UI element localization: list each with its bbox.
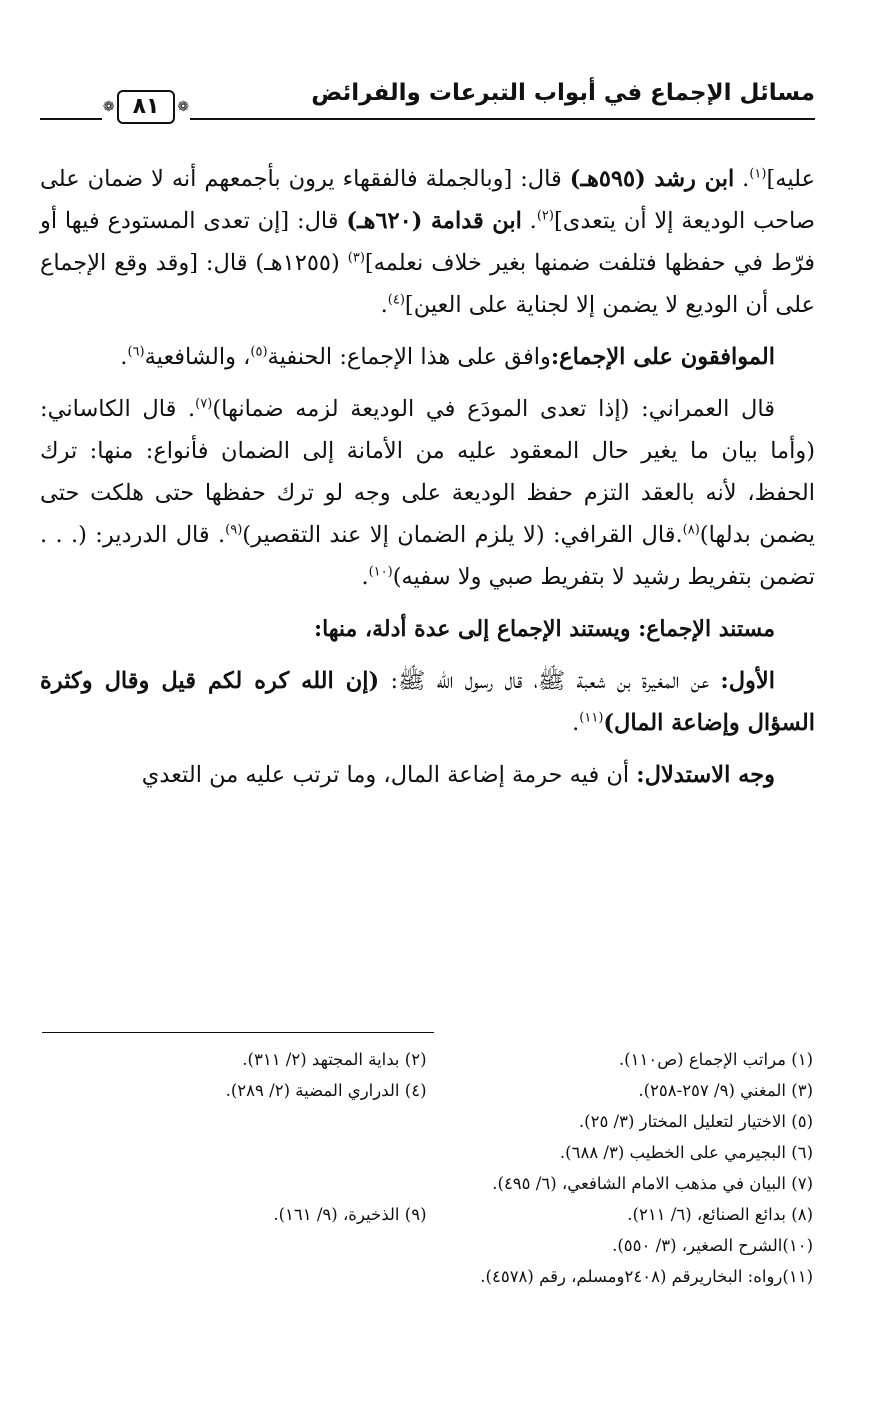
footnote-ref[interactable]: (٦)	[127, 344, 145, 360]
paragraph-1	[40, 158, 815, 326]
footnote-row	[40, 1168, 813, 1199]
footnote: (٤) الدراري المضية (٢/ ٢٨٩).	[225, 1081, 427, 1100]
footnote: (٨) بدائع الصنائع، (٦/ ٢١١).	[627, 1205, 813, 1224]
footnote: (٣) المغني (٩/ ٢٥٧-٢٥٨).	[638, 1081, 813, 1100]
footnote: (١١)رواه: البخاريرقم (٢٤٠٨ومسلم، رقم (٤٥٧٨).	[480, 1267, 813, 1286]
ornament-left-icon: ❁	[177, 99, 190, 115]
footnote: (٩) الذخيرة، (٩/ ١٦١).	[273, 1205, 427, 1224]
paragraph-4	[40, 660, 815, 744]
paragraph-2	[40, 336, 815, 378]
text: .	[361, 564, 369, 590]
page-number-frame	[102, 88, 190, 126]
footnote-ref[interactable]: (٣)	[347, 250, 365, 266]
footnote-ref[interactable]: (١٠)	[368, 564, 393, 580]
footnote-ref[interactable]: (٥)	[250, 344, 268, 360]
footnote-row	[40, 1137, 813, 1168]
text: قال: [وبالجملة فالفقهاء يرون بأجمعهم أنه لا ضمان على صاحب الوديعة إلا أن يتعدى]	[40, 166, 815, 234]
footnote-row	[40, 1075, 813, 1106]
text: . قال الدردير: (. . . تضمن بتفريط رشيد لا بتفريط صبي ولا سفيه)	[40, 522, 815, 590]
footnote-ref[interactable]: (٢)	[536, 208, 554, 224]
running-title: مسائل الإجماع في أبواب التبرعات والفرائض	[311, 80, 815, 106]
text: .	[380, 292, 388, 318]
text: .	[572, 710, 580, 736]
footnote: (١) مراتب الإجماع (ص١١٠).	[618, 1050, 813, 1069]
text: .	[521, 208, 537, 234]
scholar-name: ابن رشد (٥٩٥هـ)	[569, 166, 735, 192]
running-header	[40, 78, 815, 122]
text: (١٢٥٥هـ) قال: [وقد وقع الإجماع على أن الوديع لا يضمن إلا لجناية على العين]	[40, 250, 815, 318]
paragraph-5	[40, 754, 815, 796]
footnote: (١٠)الشرح الصغير، (٣/ ٥٥٠).	[612, 1236, 813, 1255]
text: أن فيه حرمة إضاعة المال، وما ترتب عليه من التعدي	[141, 762, 637, 788]
footnote: (٢) بداية المجتهد (٢/ ٣١١).	[242, 1050, 427, 1069]
footnote-row	[40, 1106, 813, 1137]
text: عن المغيرة بن شعبة ﷺ، قال رسول الله ﷺ:	[379, 668, 721, 694]
footnote: (٦) البجيرمي على الخطيب (٣/ ٦٨٨).	[559, 1143, 813, 1162]
point-label: وجه الاستدلال:	[636, 762, 775, 788]
footnote-ref[interactable]: (٩)	[225, 522, 243, 538]
text: . قال الكاساني: (وأما بيان ما يغير حال المعقود عليه من الأمانة إلى الضمان فأنواع: منها: ترك الحفظ، لأنه بالعقد التزم حفظ الوديعة على وجه لو ترك حفظها حتى هلكت حتى يضمن بدلها)	[40, 396, 815, 548]
text: .	[120, 344, 128, 370]
footnote: (٥) الاختيار لتعليل المختار (٣/ ٢٥).	[578, 1112, 813, 1131]
footnote-ref[interactable]: (٤)	[387, 292, 405, 308]
footnotes	[40, 1044, 813, 1292]
text: .	[734, 166, 750, 192]
footnote-ref[interactable]: (٧)	[195, 396, 213, 412]
text: .قال القرافي: (لا يلزم الضمان إلا عند التقصير)	[242, 522, 683, 548]
section-heading: مستند الإجماع: ويستند الإجماع إلى عدة أدلة، منها:	[313, 616, 775, 642]
point-label: الأول:	[720, 668, 776, 694]
scholar-name: ابن قدامة (٦٢٠هـ)	[346, 208, 522, 234]
main-text	[40, 158, 815, 806]
footnote-row	[40, 1199, 813, 1230]
footnote-rule	[42, 1032, 434, 1033]
footnote-row	[40, 1230, 813, 1261]
section-label: الموافقون على الإجماع:	[550, 344, 775, 370]
text: قال: [إن تعدى المستودع فيها أو فرّط في حفظها فتلفت ضمنها بغير خلاف نعلمه]	[40, 208, 815, 276]
text: عليه]	[766, 166, 815, 192]
footnote-row	[40, 1261, 813, 1292]
footnote: (٧) البيان في مذهب الامام الشافعي، (٦/ ٤٩٥).	[492, 1174, 813, 1193]
ornament-right-icon: ❁	[102, 99, 115, 115]
paragraph-3	[40, 388, 815, 598]
footnote-ref[interactable]: (١١)	[579, 710, 604, 726]
hadith-quote: (إن الله كره لكم قيل وقال وكثرة السؤال وإضاعة المال)	[40, 668, 815, 736]
footnote-row	[40, 1044, 813, 1075]
text: قال العمراني: (إذا تعدى المودَع في الوديعة لزمه ضمانها)	[212, 396, 775, 422]
page-number: ٨١	[117, 90, 176, 124]
text: ، والشافعية	[144, 344, 251, 370]
text: وافق على هذا الإجماع: الحنفية	[267, 344, 551, 370]
footnote-ref[interactable]: (٨)	[682, 522, 700, 538]
footnote-ref[interactable]: (١)	[749, 166, 767, 182]
